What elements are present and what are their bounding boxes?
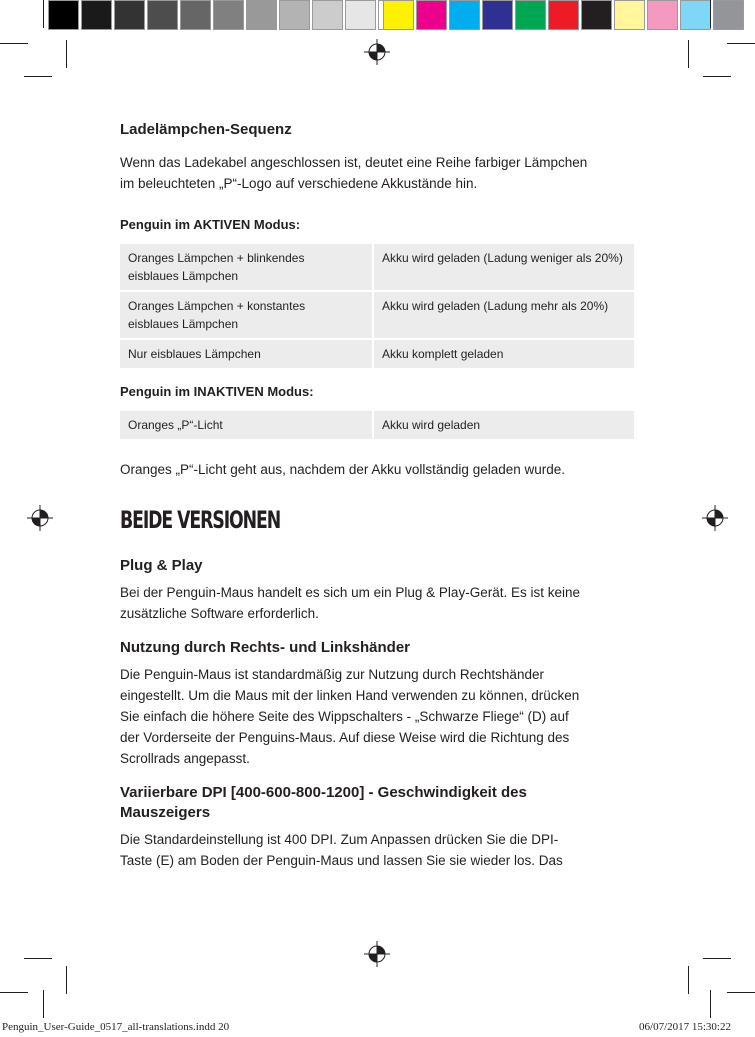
hand-line-1: Die Penguin-Maus ist standardmäßig zur Nutzung durch Rechtshänder [120, 667, 544, 682]
color-swatch [482, 0, 513, 30]
dpi-line-1: Die Standardeinstellung ist 400 DPI. Zum Anpassen drücken Sie die DPI- [120, 832, 559, 847]
color-swatch [383, 0, 414, 30]
color-swatch [48, 0, 79, 30]
crop-mark [727, 992, 755, 993]
meaning-cell: Akku wird geladen (Ladung mehr als 20%) [374, 292, 634, 338]
color-swatch [279, 0, 310, 30]
active-mode-heading: Penguin im AKTIVEN Modus: [120, 217, 301, 232]
crop-mark [688, 40, 689, 68]
color-swatch [180, 0, 211, 30]
color-swatch [581, 0, 612, 30]
table-row [120, 244, 634, 290]
intro-line-2: im beleuchteten „P“-Logo auf verschiedene Akkustände hin. [120, 176, 478, 191]
plug-line-1: Bei der Penguin-Maus handelt es sich um ein Plug & Play-Gerät. Es ist keine [120, 585, 580, 600]
crop-mark [43, 0, 44, 28]
both-versions-title: BEIDE VERSIONEN [120, 506, 281, 534]
table-row [120, 340, 634, 368]
meaning-cell: Akku wird geladen (Ladung weniger als 20%) [374, 244, 634, 290]
color-swatch [312, 0, 343, 30]
inactive-mode-heading: Penguin im INAKTIVEN Modus: [120, 384, 314, 399]
registration-mark-icon [702, 505, 728, 531]
crop-mark [66, 966, 67, 994]
color-swatch [416, 0, 447, 30]
registration-mark-icon [364, 941, 390, 967]
crop-mark [24, 76, 52, 77]
crop-mark [703, 76, 731, 77]
hand-line-5: Scrollrads angepasst. [120, 751, 250, 766]
meaning-cell: Akku komplett geladen [374, 340, 634, 368]
color-swatch [147, 0, 178, 30]
hand-line-2: eingestellt. Um die Maus mit der linken Hand verwenden zu können, drücken [120, 688, 580, 703]
color-swatch [449, 0, 480, 30]
crop-mark [24, 958, 52, 959]
dpi-heading-line-1: Variierbare DPI [400-600-800-1200] - Geschwindigkeit des [120, 784, 527, 801]
grayscale-color-bar [48, 0, 411, 30]
state-cell-line: eisblaues Lämpchen [128, 269, 239, 283]
registration-mark-icon [364, 39, 390, 65]
intro-line-1: Wenn das Ladekabel angeschlossen ist, deutet eine Reihe farbiger Lämpchen [120, 155, 588, 170]
color-swatch [647, 0, 678, 30]
crop-mark [43, 990, 44, 1018]
table-row [120, 292, 634, 338]
table-row [120, 411, 634, 439]
handedness-heading: Nutzung durch Rechts- und Linkshänder [120, 639, 411, 656]
color-swatch [515, 0, 546, 30]
state-cell-line: eisblaues Lämpchen [128, 317, 239, 331]
crop-mark [0, 43, 28, 44]
footer-timestamp: 06/07/2017 15:30:22 [639, 1021, 731, 1033]
color-swatch [345, 0, 376, 30]
color-swatch [246, 0, 277, 30]
crop-mark [688, 966, 689, 994]
registration-mark-icon [27, 505, 53, 531]
dpi-line-2: Taste (E) am Boden der Penguin-Maus und lassen Sie sie wieder los. Das [120, 853, 563, 868]
color-swatch [614, 0, 645, 30]
color-swatch [713, 0, 744, 30]
hand-line-3: Sie einfach die höhere Seite des Wippschalters - „Schwarze Fliege“ (D) auf [120, 709, 569, 724]
hand-line-4: der Vorderseite der Penguins-Maus. Auf diese Weise wird die Richtung des [120, 730, 570, 745]
inactive-note: Oranges „P“-Licht geht aus, nachdem der Akku vollständig geladen wurde. [120, 462, 566, 477]
page-content [120, 120, 640, 871]
meaning-cell: Akku wird geladen [374, 411, 634, 439]
process-color-bar [383, 0, 746, 30]
inactive-mode-table [120, 409, 634, 441]
crop-mark [0, 992, 28, 993]
crop-mark [710, 0, 711, 28]
plug-and-play-heading: Plug & Play [120, 557, 203, 574]
active-mode-table [120, 242, 634, 370]
footer-file-name: Penguin_User-Guide_0517_all-translations.indd 20 [2, 1021, 230, 1033]
section-heading-charging-lights: Ladelämpchen-Sequenz [120, 121, 292, 138]
crop-mark [703, 958, 731, 959]
state-cell-line: Oranges Lämpchen + konstantes [128, 299, 306, 313]
dpi-heading-line-2: Mauszeigers [120, 804, 211, 821]
color-swatch [213, 0, 244, 30]
crop-mark [66, 40, 67, 68]
crop-mark [710, 990, 711, 1018]
state-cell: Oranges „P“-Licht [120, 411, 374, 439]
plug-line-2: zusätzliche Software erforderlich. [120, 606, 319, 621]
color-swatch [114, 0, 145, 30]
state-cell: Nur eisblaues Lämpchen [120, 340, 374, 368]
crop-mark [727, 43, 755, 44]
state-cell-line: Oranges Lämpchen + blinkendes [128, 251, 305, 265]
color-swatch [680, 0, 711, 30]
color-swatch [81, 0, 112, 30]
color-swatch [548, 0, 579, 30]
